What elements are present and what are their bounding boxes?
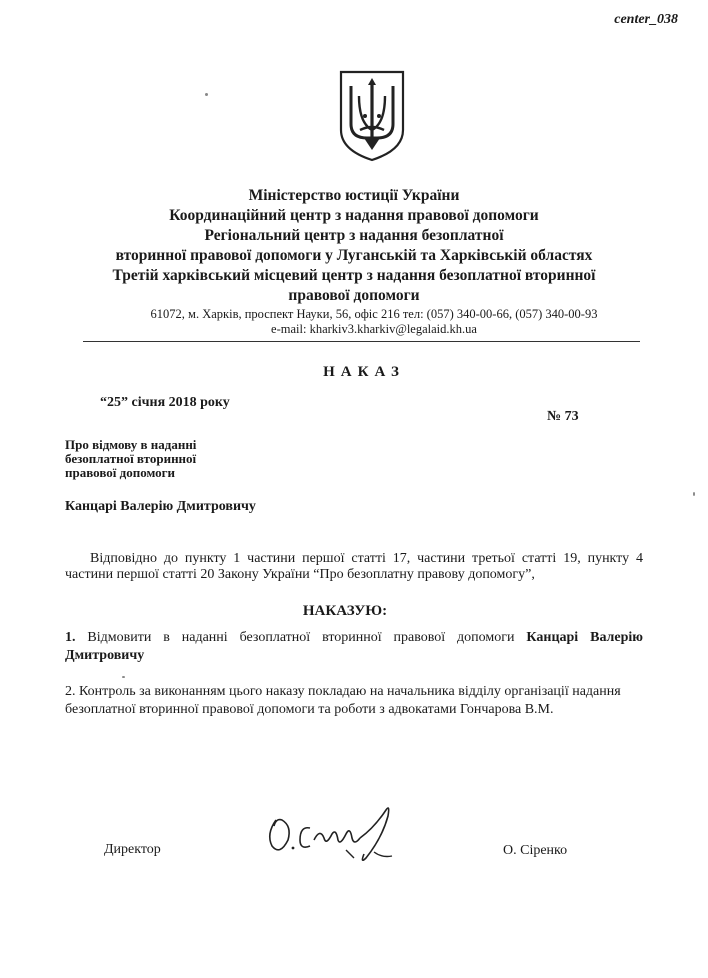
item-text: Відмовити в наданні безоплатної вторинної правової допомоги: [87, 630, 515, 645]
scan-speck: [205, 93, 208, 96]
subject-line: безоплатної вторинної: [65, 451, 197, 466]
header-line-ministry: Міністерство юстиції України: [248, 187, 460, 204]
subject-line: правової допомоги: [65, 465, 176, 480]
scan-speck: [122, 676, 125, 678]
order-heading: НАКАЗУЮ:: [302, 603, 388, 619]
header-line-legal-aid: правової допомоги: [288, 287, 420, 304]
legal-basis-paragraph: Відповідно до пункту 1 частини першої статті 17, частини третьої статті 19, пункту 4 частини першої статті 20 Закону України “Про безоплатну правову допомогу”,: [65, 551, 643, 582]
document-date: “25” січня 2018 року: [100, 395, 230, 410]
header-divider: [83, 341, 640, 342]
header-address: 61072, м. Харків, проспект Науки, 56, офіс 216 тел: (057) 340-00-66, (057) 340-00-93: [150, 307, 598, 321]
header-line-coordination-center: Координаційний центр з надання правової допомоги: [169, 207, 539, 224]
item-person-name: Канцарі Валерію Дмитровичу: [65, 630, 644, 663]
addressee-name: Канцарі Валерію Дмитровичу: [65, 499, 256, 514]
signatory-name: О. Сіренко: [503, 843, 568, 858]
item-number: 1.: [65, 630, 76, 645]
order-item-2: 2. Контроль за виконанням цього наказу покладаю на начальника відділу організації надання безоплатної вторинної правової допомоги та роботи з адвокатами Гончарова В.М.: [65, 684, 621, 717]
header-line-regions: вторинної правової допомоги у Луганській та Харківській областях: [115, 247, 593, 264]
header-email: e-mail: kharkiv3.kharkiv@legalaid.kh.ua: [271, 322, 477, 336]
document-subject: [65, 438, 265, 480]
order-item-1: [65, 629, 643, 665]
subject-line: Про відмову в наданні: [65, 437, 197, 452]
document-id: center_038: [614, 12, 678, 27]
signatory-title: Директор: [104, 842, 161, 857]
header-line-local-center: Третій харківський місцевий центр з надання безоплатної вторинної: [112, 267, 596, 284]
header-line-regional-center: Регіональний центр з надання безоплатної: [204, 227, 504, 244]
scan-speck: [693, 492, 695, 496]
document-number: № 73: [547, 409, 579, 424]
document-title: НАКАЗ: [323, 364, 405, 380]
trident-coat-of-arms-icon: [337, 68, 407, 163]
handwritten-signature: [262, 798, 422, 868]
